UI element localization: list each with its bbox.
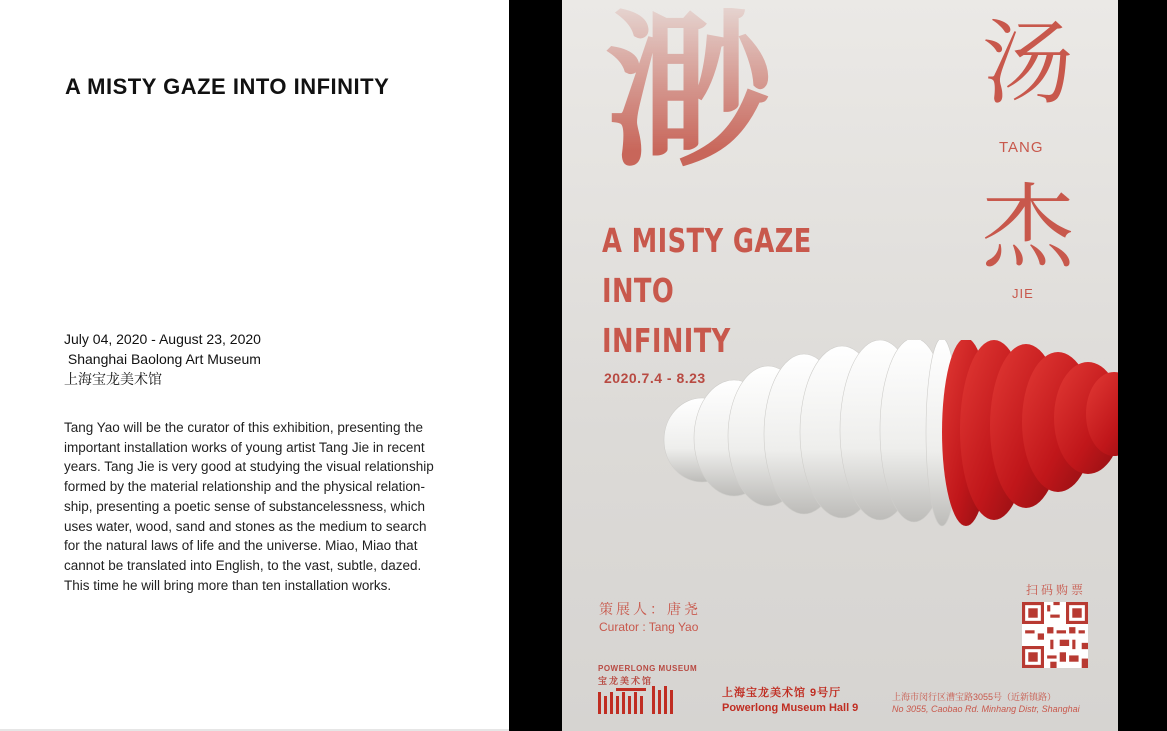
venue-english: Shanghai Baolong Art Museum xyxy=(64,351,261,367)
museum-logo-english: POWERLONG MUSEUM xyxy=(598,664,698,673)
sculpture-image xyxy=(662,340,1118,540)
poster-char-miao: 渺 xyxy=(605,0,773,190)
exhibition-description: Tang Yao will be the curator of this exhibition, presenting the important installation works of young artist Tang Jie in recent years. Tang Jie is very good at studying the visual relationship formed by the material relationship and the physical relation- ship, presenting a poetic sense of substancelessness, which uses water, wood, sand and stones as the medium to search for the natural laws of life and the universe. Miao, Miao that cannot be translated into English, to the vast, subtle, dazed. This time he will bring more than ten installation works. xyxy=(64,420,434,593)
scan-ticket-label: 扫码购票 xyxy=(1026,583,1087,597)
address-english: No 3055, Caobao Rd. Minhang Distr, Shanghai xyxy=(892,704,1080,714)
poster-char-jie: 杰 xyxy=(981,174,1074,281)
page-title: A MISTY GAZE INTO INFINITY xyxy=(65,74,390,99)
poster-label-jie: JIE xyxy=(1012,286,1034,301)
article-panel xyxy=(0,0,509,731)
hall-english: Powerlong Museum Hall 9 xyxy=(722,702,859,714)
museum-logo-icon xyxy=(598,686,684,714)
exhibition-dates: July 04, 2020 - August 23, 2020 xyxy=(64,331,261,347)
poster-dates: 2020.7.4 - 8.23 xyxy=(604,370,706,386)
address-chinese: 上海市闵行区漕宝路3055号（近新镇路） xyxy=(892,692,1057,702)
venue-chinese: 上海宝龙美术馆 xyxy=(64,371,162,387)
poster-title-line: INFINITY xyxy=(602,321,731,360)
hall-chinese: 上海宝龙美术馆 9号厅 xyxy=(722,687,842,699)
curator-english: Curator : Tang Yao xyxy=(599,620,699,634)
exhibition-poster xyxy=(562,0,1118,731)
qr-code-icon xyxy=(1022,602,1088,668)
museum-logo-chinese: 宝龙美术馆 xyxy=(598,676,654,686)
exhibition-meta xyxy=(64,329,261,389)
curator-chinese: 策展人：唐尧 xyxy=(599,601,701,617)
poster-frame xyxy=(509,0,1167,731)
poster-title-line: INTO xyxy=(602,271,675,310)
poster-char-tang: 汤 xyxy=(981,10,1074,117)
poster-label-tang: TANG xyxy=(999,139,1044,156)
poster-title-line: A MISTY GAZE xyxy=(602,221,812,260)
